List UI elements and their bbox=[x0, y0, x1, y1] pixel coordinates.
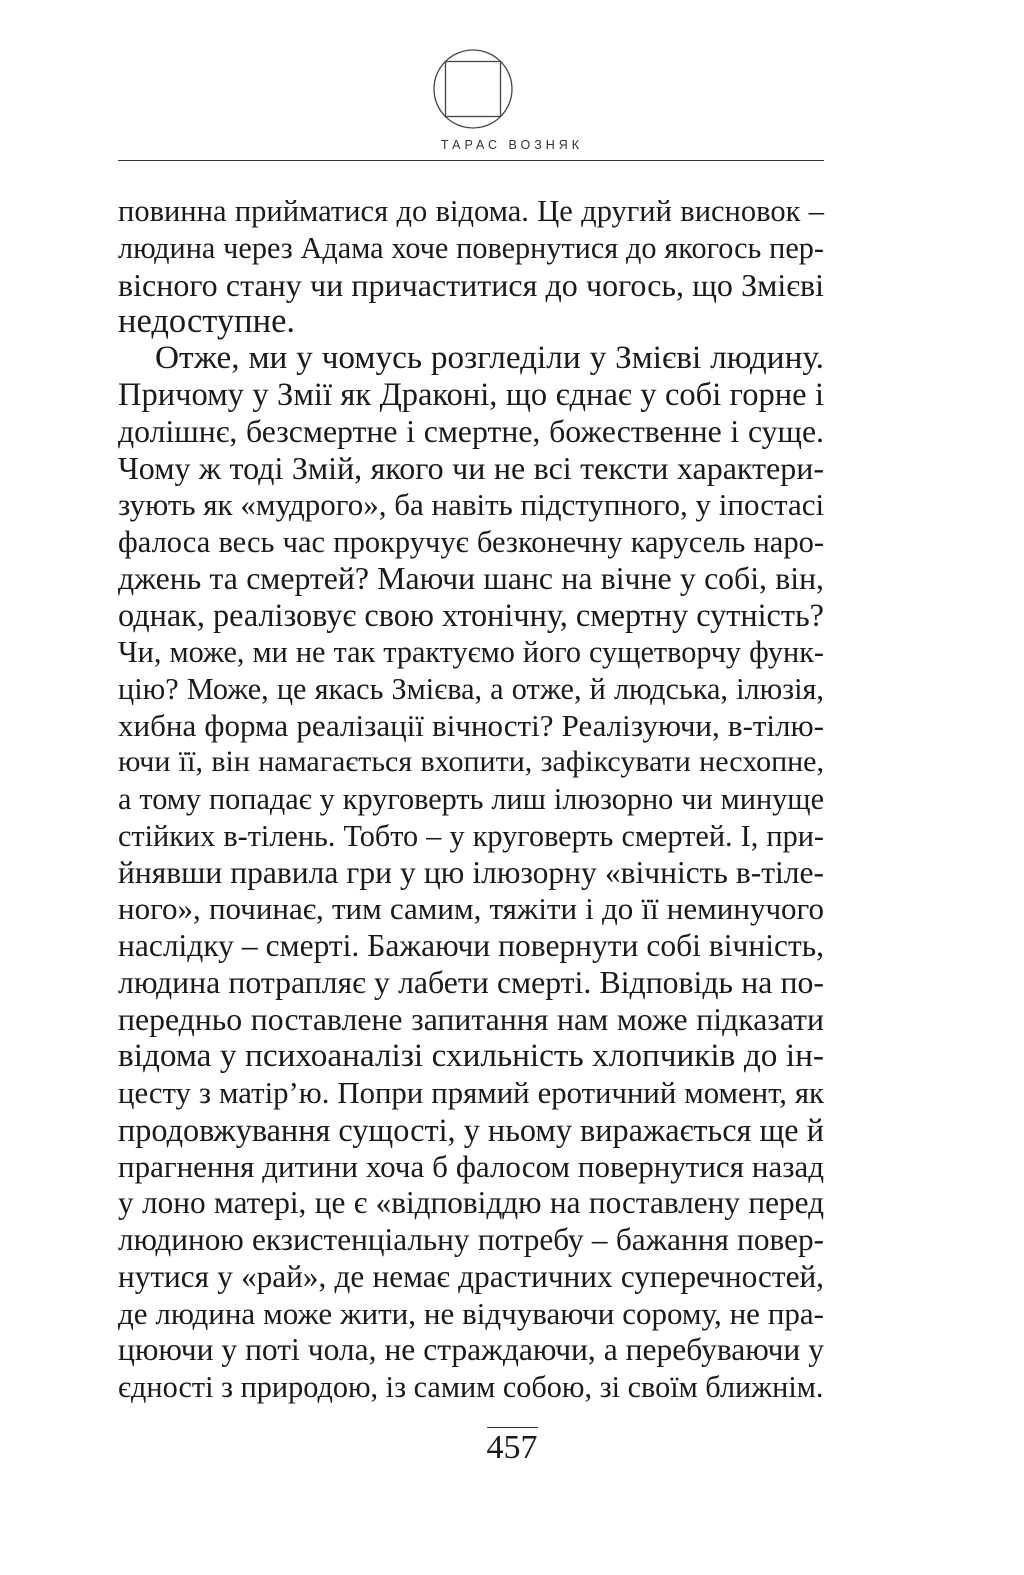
text-line: Отже, ми у чомусь розгледіли у Змієві людину. bbox=[155, 339, 824, 376]
text-line: а тому попадає у круговерть лиш ілюзорно чи минуще bbox=[118, 782, 824, 816]
text-line: вісного стану чи причаститися до чогось, що Змієві bbox=[118, 266, 824, 303]
circle-square-emblem-icon bbox=[432, 48, 514, 130]
text-line: людина через Адама хоче повернутися до якогось пер- bbox=[118, 230, 824, 265]
text-line: у лоно матері, це є «відповіддю на поставлену перед bbox=[118, 1185, 824, 1221]
text-line: недоступне. bbox=[118, 302, 296, 341]
text-line: прагнення дитини хоча б фалосом повернутися назад bbox=[118, 1148, 824, 1184]
page-number-container bbox=[0, 1429, 1024, 1467]
text-line: цію? Може, це якась Змієва, а отже, й людська, ілюзія, bbox=[118, 671, 824, 706]
body-text bbox=[118, 193, 824, 1406]
page-number: 457 bbox=[486, 1429, 538, 1466]
text-line: фалоса весь час прокручує безконечну карусель наро- bbox=[118, 524, 824, 559]
text-line: стійких в-тілень. Тобто – у круговерть смертей. І, при- bbox=[118, 818, 824, 853]
text-line: єдності з природою, із самим собою, зі своїм ближнім. bbox=[118, 1370, 824, 1404]
text-line: ючи її, він намагається вхопити, зафіксувати несхопне, bbox=[118, 745, 824, 779]
text-line: нутися у «рай», де немає драстичних суперечностей, bbox=[118, 1258, 824, 1294]
text-line: наслідку – смерті. Бажаючи повернути собі вічність, bbox=[118, 928, 824, 963]
text-line: Причому у Змії як Драконі, що єднає у собі горне і bbox=[118, 376, 824, 413]
text-line: людина потрапляє у лабети смерті. Відповідь на по- bbox=[118, 964, 824, 1000]
text-line: людиною екзистенціальну потребу – бажання повер- bbox=[118, 1222, 824, 1257]
text-line: цесту з матір’ю. Попри прямий еротичний момент, як bbox=[118, 1076, 824, 1110]
header-rule bbox=[118, 160, 824, 161]
text-line: долішнє, безсмертне і смертне, божественне і суще. bbox=[118, 413, 824, 449]
text-line: відома у психоаналізі схильність хлопчиків до ін- bbox=[118, 1037, 824, 1075]
text-line: однак, реалізовує свою хтонічну, смертну сутність? bbox=[118, 597, 824, 634]
text-line: зують як «мудрого», ба навіть підступного, у іпостасі bbox=[118, 487, 825, 522]
text-line: де людина може жити, не відчуваючи сорому, не пра- bbox=[118, 1295, 824, 1331]
text-line: ного», починає, тим самим, тяжіти і до її неминучого bbox=[118, 891, 824, 927]
text-line: йнявши правила гри у цю ілюзорну «вічність в-тіле- bbox=[118, 854, 824, 890]
text-line: хибна форма реалізації вічності? Реалізуючи, в-тілю- bbox=[118, 707, 824, 743]
text-line: джень та смертей? Маючи шанс на вічне у собі, він, bbox=[118, 560, 824, 596]
text-line: цюючи у поті чола, не страждаючи, а перебуваючи у bbox=[118, 1332, 824, 1368]
running-head: ТАРАС ВОЗНЯК bbox=[440, 138, 584, 152]
text-line: передньо поставлене запитання нам може підказати bbox=[118, 1001, 824, 1037]
text-line: Чому ж тоді Змій, якого чи не всі тексти характери- bbox=[118, 450, 824, 487]
text-line: повинна прийматися до відома. Це другий висновок – bbox=[118, 194, 824, 228]
text-line: продовжування сущості, у ньому виражається ще й bbox=[118, 1111, 824, 1148]
text-line: Чи, може, ми не так трактуємо його сущетворчу функ- bbox=[118, 635, 824, 669]
